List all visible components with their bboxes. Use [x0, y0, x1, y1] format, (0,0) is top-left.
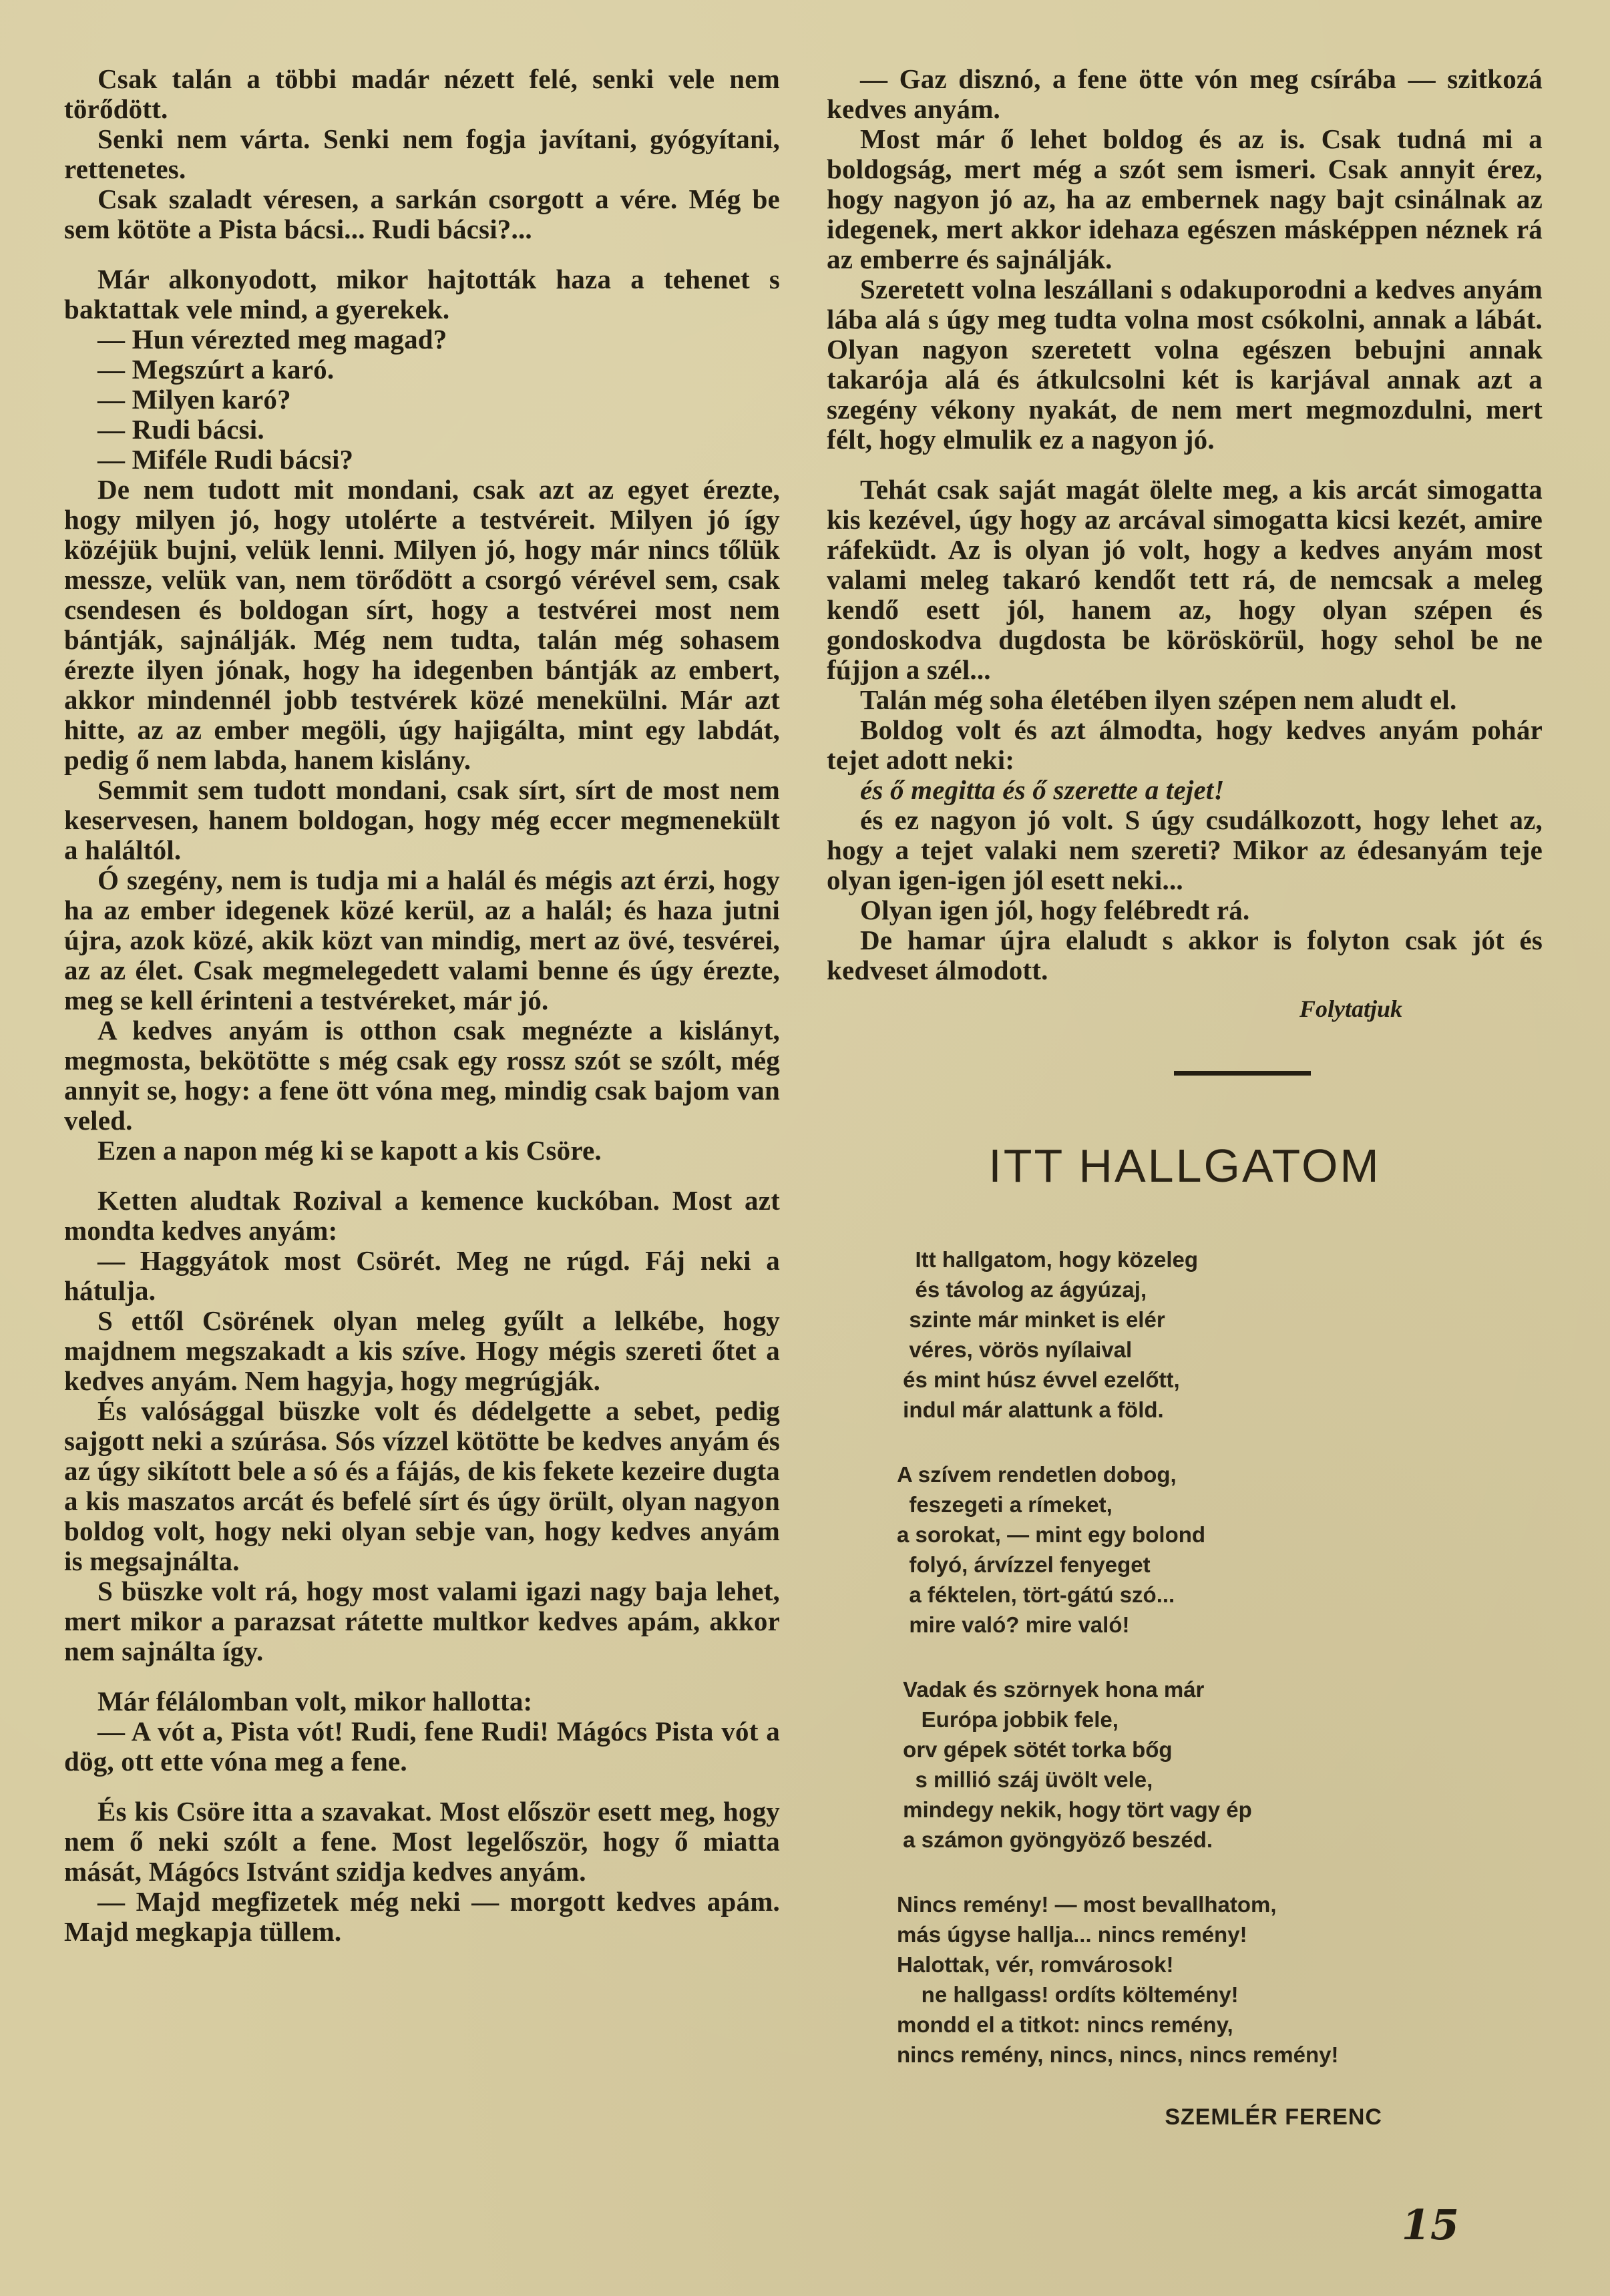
paragraph: Már alkonyodott, mikor hajtották haza a tehenet s baktattak vele mind, a gyerekek.: [64, 264, 780, 324]
right-column: [827, 64, 1543, 2130]
paragraph: De nem tudott mit mondani, csak azt az egyet érezte, hogy milyen jó, hogy utolérte a testvéreit. Milyen jó így közéjük bujni, velük lenni. Milyen jó, hogy már nincs tőlük messze, velük van, nem törődött a csorgó vérével sem, csak csendesen és boldogan sírt, hogy a testvérei most nem bántják, sajnálják. Még nem tudta, talán még sohasem érezte ilyen jónak, hogy ha idegenben bántják az embert, akkor mindennél jobb testvérek közé menekülni. Már azt hitte, az az ember megöli, úgy hajigálta, mint egy labdát, pedig ő nem labda, hanem kislány.: [64, 474, 780, 775]
paragraph: A kedves anyám is otthon csak megnézte a kislányt, megmosta, bekötötte s még csak egy rossz szót se szólt, még annyit se, hogy: a fene ött vóna meg, mindig csak bajom van veled.: [64, 1015, 780, 1136]
right-column-prose: [827, 64, 1543, 985]
paragraph: Már félálomban volt, mikor hallotta:: [97, 1686, 533, 1716]
poem-line: szinte már minket is elér: [897, 1307, 1165, 1332]
paragraph: Senki nem várta. Senki nem fogja javítani, gyógyítani, rettenetes.: [64, 124, 780, 184]
poem-body: [827, 1244, 1543, 2070]
paragraph: — Haggyátok most Csörét. Meg ne rúgd. Fáj neki a hátulja.: [64, 1245, 780, 1306]
poem-line: és távolog az ágyúzaj,: [897, 1277, 1147, 1302]
poem-line: mondd el a titkot: nincs remény,: [897, 2012, 1233, 2037]
poem-author: SZEMLÉR FERENC: [1165, 2104, 1382, 2130]
paragraph: Olyan igen jól, hogy felébredt rá.: [860, 895, 1250, 925]
poem-line: Vadak és szörnyek hona már: [897, 1677, 1205, 1702]
poem-line: s millió száj üvölt vele,: [897, 1767, 1153, 1792]
stanza: [897, 1459, 1543, 1640]
paragraph: De hamar újra elaludt s akkor is folyton csak jót és kedveset álmodott.: [827, 925, 1543, 985]
poem-line: Itt hallgatom, hogy közeleg: [897, 1247, 1199, 1272]
paragraph: — Hun vérezted meg magad?: [97, 324, 447, 355]
paragraph: és ő megitta és ő szerette a tejet!: [860, 774, 1225, 805]
paragraph: — Milyen karó?: [97, 384, 291, 415]
paragraph: Talán még soha életében ilyen szépen nem aludt el.: [860, 684, 1457, 715]
poem-line: a sorokat, — mint egy bolond: [897, 1522, 1206, 1547]
page-number: 15: [1401, 2201, 1459, 2249]
paragraph: Ezen a napon még ki se kapott a kis Csöre.: [97, 1135, 602, 1166]
stanza: [897, 1674, 1543, 1855]
poem-line: orv gépek sötét torka bőg: [897, 1737, 1173, 1762]
paragraph: — Rudi bácsi.: [97, 414, 264, 445]
poem-line: folyó, árvízzel fenyeget: [897, 1552, 1151, 1577]
stanza: [897, 1889, 1543, 2070]
paragraph: — Miféle Rudi bácsi?: [97, 444, 354, 475]
paragraph: és ez nagyon jó volt. S úgy csudálkozott, hogy lehet az, hogy a tejet valaki nem szereti? Mikor az édesanyám teje olyan igen-igen jól esett neki...: [827, 805, 1543, 895]
paragraph: És valósággal büszke volt és dédelgette a sebet, pedig sajgott neki a szúrása. Sós vízzel kötötte be kedves anyám és az úgy sikított bele a só és a fájás, de kis fekete kezeire dugta a kis maszatos arcát és befelé sírt és úgy örült, olyan nagyon boldog volt, hogy neki olyan sebje van, hogy kedves anyám is megsajnálta.: [64, 1395, 780, 1576]
poem-line: nincs remény, nincs, nincs, nincs remény!: [897, 2042, 1339, 2067]
poem-line: A szívem rendetlen dobog,: [897, 1462, 1177, 1487]
poem-line: mindegy nekik, hogy tört vagy ép: [897, 1797, 1252, 1822]
paragraph: — Gaz disznó, a fene ötte vón meg csírába — szitkozá kedves anyám.: [827, 63, 1543, 124]
paragraph: S ettől Csörének olyan meleg gyűlt a lelkébe, hogy majdnem megszakadt a kis szíve. Hogy mégis szereti őtet a kedves anyám. Nem hagyja, hogy megrúgják.: [64, 1305, 780, 1396]
poem-line: más úgyse hallja... nincs remény!: [897, 1922, 1247, 1947]
paragraph: S büszke volt rá, hogy most valami igazi nagy baja lehet, mert mikor a parazsat rátette multkor kedves apám, akkor nem sajnálta így.: [64, 1576, 780, 1666]
left-column: [64, 64, 780, 1947]
paragraph: Csak szaladt véresen, a sarkán csorgott a vére. Még be sem kötöte a Pista bácsi... Rudi bácsi?...: [64, 184, 780, 244]
stanza: [897, 1244, 1543, 1425]
poem-line: és mint húsz évvel ezelőtt,: [897, 1367, 1180, 1392]
section-divider: [1174, 1071, 1311, 1076]
paragraph: Boldog volt és azt álmodta, hogy kedves anyám pohár tejet adott neki:: [827, 714, 1543, 775]
poem-line: véres, vörös nyílaival: [897, 1337, 1133, 1362]
poem-title: ITT HALLGATOM: [988, 1140, 1381, 1192]
paragraph: Most már ő lehet boldog és az is. Csak tudná mi a boldogság, mert még a szót sem ismeri. Csak annyit érez, hogy nagyon jó az, ha az embernek nagy bajt csinálnak az idegenek, mert akkor idehaza egészen másképpen néznek rá az emberre és sajnálják.: [827, 124, 1543, 274]
paragraph: — Majd megfizetek még neki — morgott kedves apám. Majd megkapja tüllem.: [64, 1886, 780, 1947]
poem-line: a számon gyöngyöző beszéd.: [897, 1827, 1213, 1852]
poem-line: mire való? mire való!: [897, 1612, 1130, 1637]
poem-line: a féktelen, tört-gátú szó...: [897, 1582, 1175, 1607]
story-continuation: Folytatjuk: [1299, 995, 1402, 1022]
poem-line: ne hallgass! ordíts költemény!: [897, 1982, 1239, 2007]
poem-line: Halottak, vér, romvárosok!: [897, 1952, 1174, 1977]
paragraph: Csak talán a többi madár nézett felé, senki vele nem törődött.: [64, 63, 780, 124]
poem-line: feszegeti a rímeket,: [897, 1492, 1113, 1517]
poem-line: indul már alattunk a föld.: [897, 1397, 1164, 1422]
paragraph: Tehát csak saját magát ölelte meg, a kis arcát simogatta kis kezével, úgy hogy az arcával simogatta kicsi kezét, amire ráfeküdt. Az is olyan jó volt, hogy a kedves anyám most valami meleg takaró kendőt tett rá, de nemcsak a meleg kendő esett jól, hanem az, hogy olyan szépen és gondoskodva dugdosta be köröskörül, hogy sehol be ne fújjon a szél...: [827, 474, 1543, 685]
poem-line: Nincs remény! — most bevallhatom,: [897, 1892, 1277, 1917]
paragraph: — A vót a, Pista vót! Rudi, fene Rudi! Mágócs Pista vót a dög, ott ette vóna meg a fene.: [64, 1716, 780, 1777]
paragraph: Szeretett volna leszállani s odakuporodni a kedves anyám lába alá s úgy meg tudta volna most csókolni, annak a lábát. Olyan nagyon szeretett volna egészen bebujni annak takarója alá és átkulcsolni két is karjával annak azt a szegény vékony nyakát, de nem mert megmozdulni, mert félt, hogy elmulik ez a nagyon jó.: [827, 274, 1543, 455]
poem-line: Európa jobbik fele,: [897, 1707, 1119, 1732]
paragraph: És kis Csöre itta a szavakat. Most először esett meg, hogy nem ő neki szólt a fene. Most legelőször, hogy ő miatta mását, Mágócs Istvánt szidja kedves anyám.: [64, 1796, 780, 1887]
paragraph: — Megszúrt a karó.: [97, 354, 335, 385]
paragraph: Semmit sem tudott mondani, csak sírt, sírt de most nem keservesen, hanem boldogan, hogy még eccer megmenekült a haláltól.: [64, 774, 780, 865]
paragraph: Ketten aludtak Rozival a kemence kuckóban. Most azt mondta kedves anyám:: [64, 1185, 780, 1246]
paragraph: Ó szegény, nem is tudja mi a halál és mégis azt érzi, hogy ha az ember idegenek közé kerül, az a halál; és haza jutni újra, azok közé, akik közt van mindig, mert az övé, tesvérei, az az élet. Csak megmelegedett valami benne és úgy érezte, meg se kell érinteni a testvéreket, már jó.: [64, 865, 780, 1015]
